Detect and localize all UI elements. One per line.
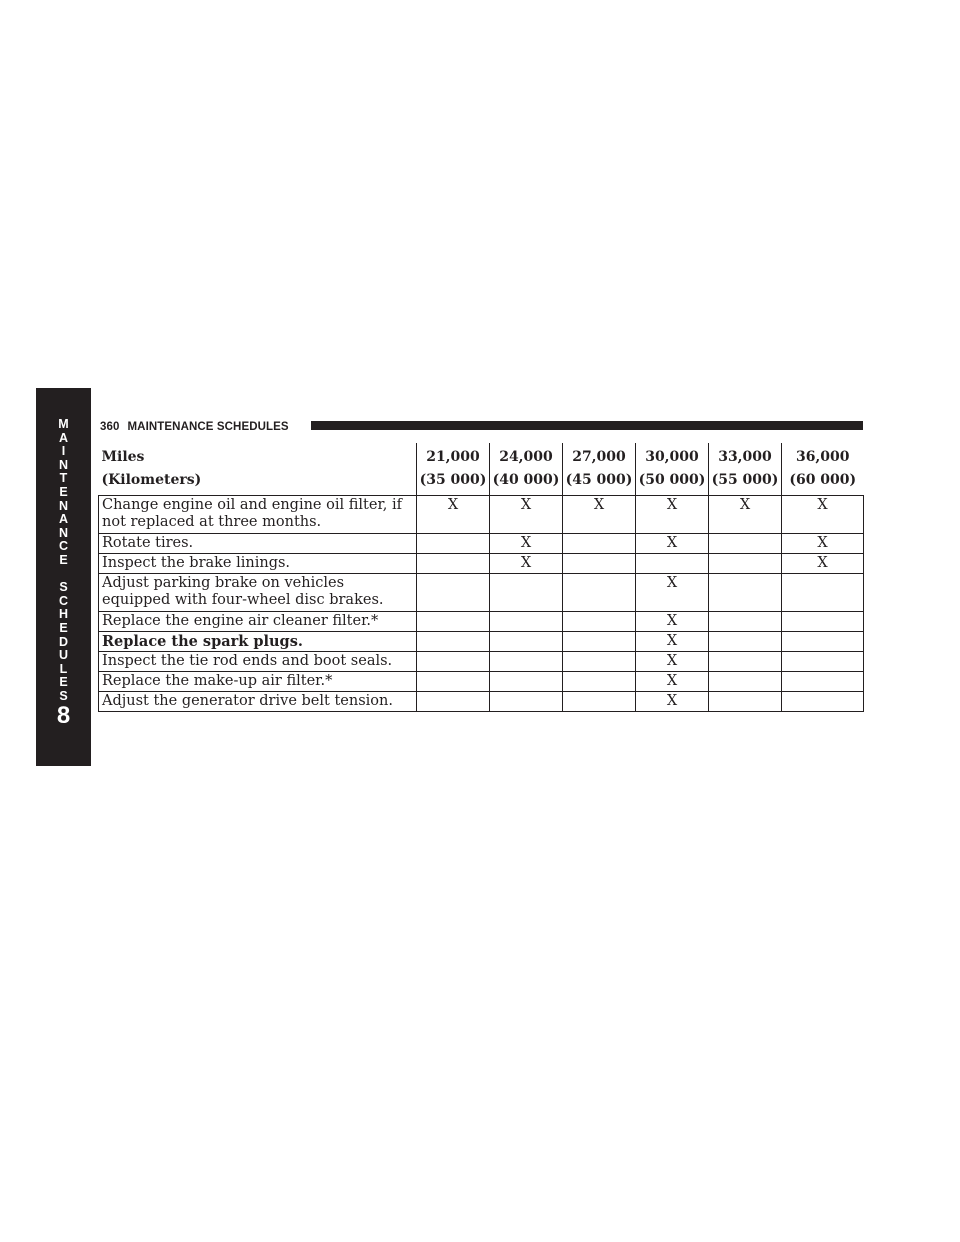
tab-letter: I [61,444,66,459]
schedule-mark [782,672,864,692]
table-row [99,496,864,534]
tab-letter: N [58,525,68,540]
tab-letter: E [59,552,68,567]
schedule-mark: X [709,496,782,534]
tab-letter: A [58,430,68,445]
interval-km: (40 000) [492,472,560,488]
interval-miles: 30,000 [645,449,699,465]
tab-letter: N [58,498,68,513]
schedule-mark: X [563,496,636,534]
interval-miles: 24,000 [499,449,553,465]
tab-letter: D [58,634,68,649]
schedule-mark [417,534,490,554]
task-cell: Adjust parking brake on vehicles equipped with four-wheel disc brakes. [99,574,417,612]
schedule-mark [563,632,636,652]
task-cell: Replace the spark plugs. [99,632,417,652]
interval-miles: 21,000 [426,449,480,465]
table-row [99,574,864,612]
schedule-mark [709,672,782,692]
schedule-mark: X [636,534,709,554]
tab-letter: S [59,688,68,703]
schedule-mark [709,652,782,672]
tab-letter: C [58,593,68,608]
tab-letter: U [58,648,68,663]
task-cell: Inspect the brake linings. [99,554,417,574]
schedule-mark [709,554,782,574]
task-cell: Rotate tires. [99,534,417,554]
schedule-mark [782,692,864,712]
schedule-mark: X [490,554,563,574]
schedule-mark: X [636,632,709,652]
interval-header [417,443,490,496]
schedule-mark: X [417,496,490,534]
interval-header [490,443,563,496]
schedule-mark [490,574,563,612]
miles-label: Miles [101,449,145,465]
interval-header [563,443,636,496]
interval-km: (35 000) [419,472,487,488]
interval-miles: 27,000 [572,449,626,465]
maintenance-schedule-table [98,443,864,712]
schedule-mark [417,632,490,652]
tab-letter: E [59,675,68,690]
kilometers-label: (Kilometers) [101,472,202,488]
table-row [99,632,864,652]
table-row [99,692,864,712]
schedule-mark [490,672,563,692]
page-header [100,419,289,435]
schedule-mark [563,534,636,554]
schedule-mark [709,612,782,632]
section-title: MAINTENANCE SCHEDULES [127,421,289,433]
schedule-mark [563,692,636,712]
task-cell: Replace the make-up air filter.* [99,672,417,692]
interval-km: (45 000) [565,472,633,488]
header-rule [311,421,863,430]
interval-miles: 33,000 [718,449,772,465]
tab-letter: M [58,417,69,431]
interval-km: (55 000) [711,472,779,488]
table-row [99,554,864,574]
schedule-mark: X [636,672,709,692]
chapter-number: 8 [56,702,71,730]
interval-km: (50 000) [638,472,706,488]
schedule-mark [563,652,636,672]
schedule-mark [417,554,490,574]
schedule-mark: X [782,554,864,574]
table-row [99,672,864,692]
schedule-mark: X [636,574,709,612]
tab-letter: N [58,457,68,472]
schedule-mark [490,632,563,652]
schedule-mark [563,574,636,612]
tab-letter: T [59,471,68,486]
schedule-mark [709,534,782,554]
schedule-mark [417,612,490,632]
chapter-side-tab[interactable] [36,388,91,766]
table-row [99,652,864,672]
table-row [99,534,864,554]
interval-label-cell [99,443,417,496]
schedule-mark [417,672,490,692]
interval-km: (60 000) [789,472,857,488]
schedule-mark: X [636,496,709,534]
task-cell: Change engine oil and engine oil filter, if not replaced at three months. [99,496,417,534]
interval-header [636,443,709,496]
schedule-mark [782,632,864,652]
task-cell: Replace the engine air cleaner filter.* [99,612,417,632]
page-number: 360 [100,421,120,433]
schedule-mark [490,652,563,672]
schedule-mark: X [782,534,864,554]
task-cell: Adjust the generator drive belt tension. [99,692,417,712]
schedule-mark [782,612,864,632]
schedule-mark [417,652,490,672]
schedule-mark: X [636,612,709,632]
tab-letter: E [59,620,68,635]
tab-letter: S [59,580,68,595]
interval-miles: 36,000 [795,449,850,465]
schedule-mark [490,612,563,632]
schedule-mark [417,692,490,712]
schedule-mark: X [636,692,709,712]
table-row [99,612,864,632]
schedule-mark [709,632,782,652]
interval-header [782,443,864,496]
tab-letter: H [58,607,68,622]
schedule-mark [782,574,864,612]
table-header-row [99,443,864,496]
schedule-mark [782,652,864,672]
schedule-mark: X [490,496,563,534]
schedule-mark [490,692,563,712]
schedule-mark [563,672,636,692]
tab-letter: C [58,539,68,554]
schedule-mark [417,574,490,612]
schedule-mark [709,692,782,712]
tab-letter: A [58,512,68,527]
schedule-mark: X [782,496,864,534]
schedule-mark [563,612,636,632]
schedule-mark: X [490,534,563,554]
schedule-mark [563,554,636,574]
interval-header [709,443,782,496]
chapter-tab-letters [58,418,68,703]
schedule-mark [709,574,782,612]
task-cell: Inspect the tie rod ends and boot seals. [99,652,417,672]
tab-letter: L [59,661,68,676]
tab-letter: E [59,484,68,499]
schedule-mark [636,554,709,574]
schedule-mark: X [636,652,709,672]
